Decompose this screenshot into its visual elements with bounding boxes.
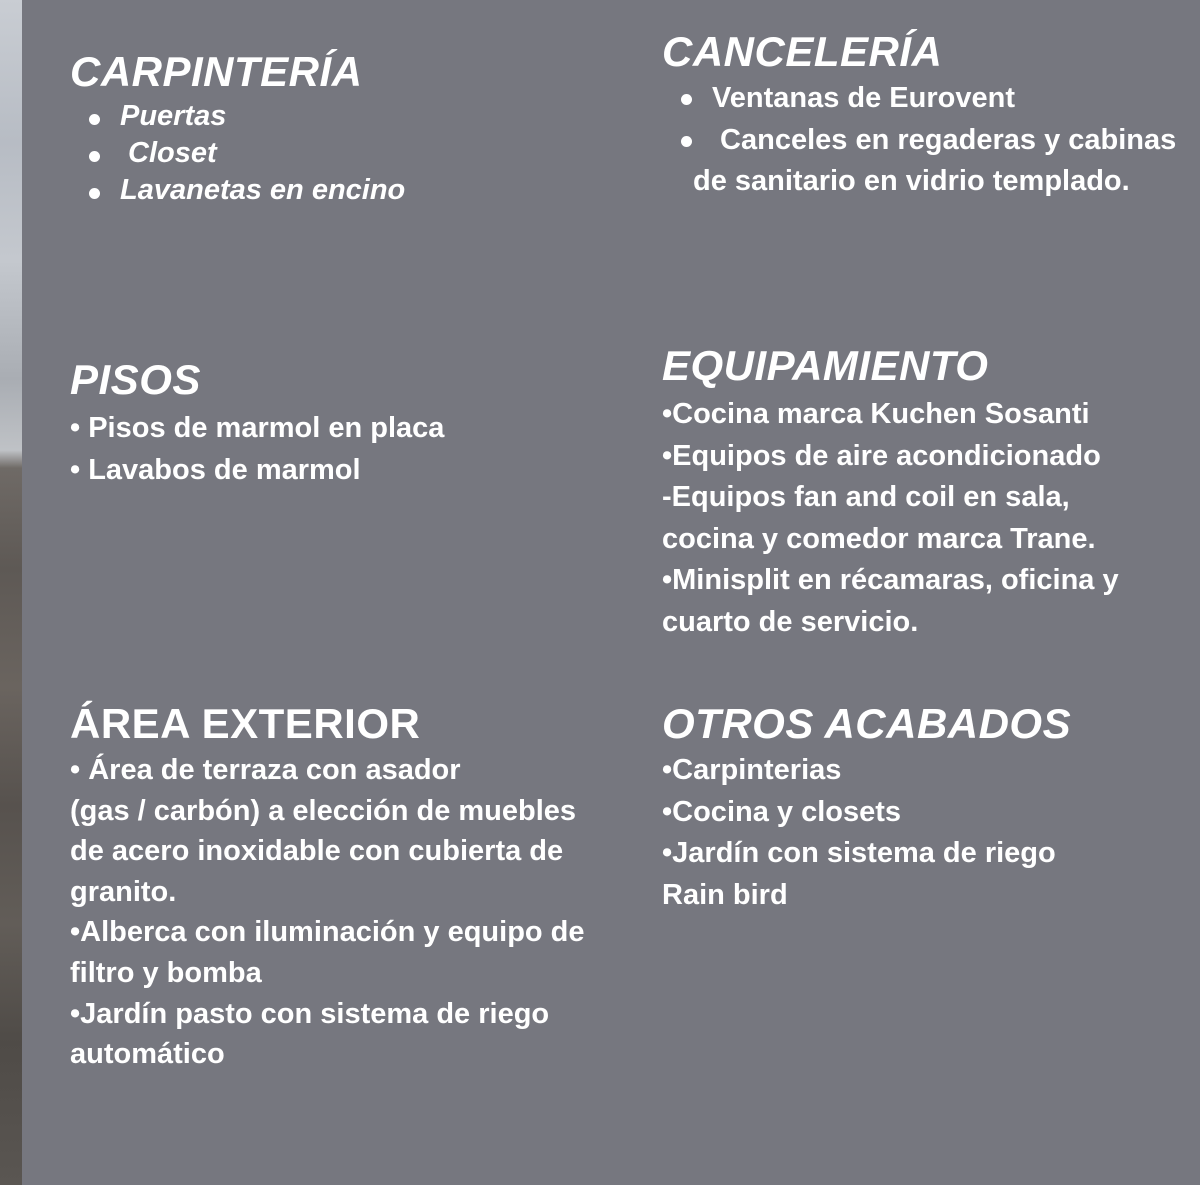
list-item: •Alberca con iluminación y equipo de: [70, 916, 585, 949]
list-item: •Jardín con sistema de riego: [662, 837, 1056, 869]
list-item: Puertas: [120, 98, 405, 135]
list-item: •Cocina y closets: [662, 795, 902, 828]
section-title-canceleria: CANCELERÍA: [662, 28, 943, 75]
carpinteria-list: [120, 98, 405, 209]
canceleria-list: [662, 78, 1176, 203]
section-otros-acabados: [662, 700, 1071, 916]
list-item: (gas / carbón) a elección de muebles: [70, 794, 577, 827]
list-item: •Equipos de aire acondicionado: [662, 439, 1101, 472]
list-item: Rain bird: [662, 878, 788, 911]
list-item: •Carpinterias: [662, 754, 842, 786]
section-area-exterior: [70, 700, 585, 1075]
pisos-list: [70, 408, 444, 491]
list-item: •Minisplit en récamaras, oficina y: [662, 564, 1119, 596]
section-title-otros-acabados: OTROS ACABADOS: [662, 700, 1072, 747]
section-title-area-exterior: ÁREA EXTERIOR: [70, 700, 421, 747]
list-item: filtro y bomba: [70, 956, 262, 989]
section-canceleria: [662, 28, 1176, 203]
list-item: Canceles en regaderas y cabinas: [712, 120, 1176, 162]
background-photo-strip: [0, 0, 22, 1185]
list-item: automático: [70, 1038, 225, 1071]
section-title-pisos: PISOS: [70, 356, 201, 403]
list-item-continuation: de sanitario en vidrio templado.: [693, 165, 1130, 197]
list-item: • Lavabos de marmol: [70, 453, 361, 486]
area-exterior-list: [70, 750, 585, 1075]
section-carpinteria: [70, 48, 405, 209]
list-item: •Jardín pasto con sistema de riego: [70, 997, 550, 1030]
list-item: Closet: [120, 135, 405, 172]
list-item: de acero inoxidable con cubierta de: [70, 835, 564, 868]
section-title-carpinteria: CARPINTERÍA: [70, 48, 363, 95]
section-equipamiento: [662, 342, 1119, 643]
list-item: -Equipos fan and coil en sala,: [662, 481, 1070, 513]
section-title-equipamiento: EQUIPAMIENTO: [662, 342, 989, 389]
otros-acabados-list: [662, 750, 1071, 916]
list-item: •Cocina marca Kuchen Sosanti: [662, 398, 1090, 430]
list-item: granito.: [70, 875, 177, 908]
list-item: • Área de terraza con asador: [70, 754, 461, 786]
list-item: Lavanetas en encino: [120, 172, 405, 209]
section-pisos: [70, 356, 444, 491]
equipamiento-list: [662, 394, 1119, 643]
list-item: Ventanas de Eurovent: [712, 78, 1176, 120]
list-item: • Pisos de marmol en placa: [70, 412, 445, 444]
list-item: cuarto de servicio.: [662, 605, 919, 638]
list-item: cocina y comedor marca Trane.: [662, 522, 1096, 555]
